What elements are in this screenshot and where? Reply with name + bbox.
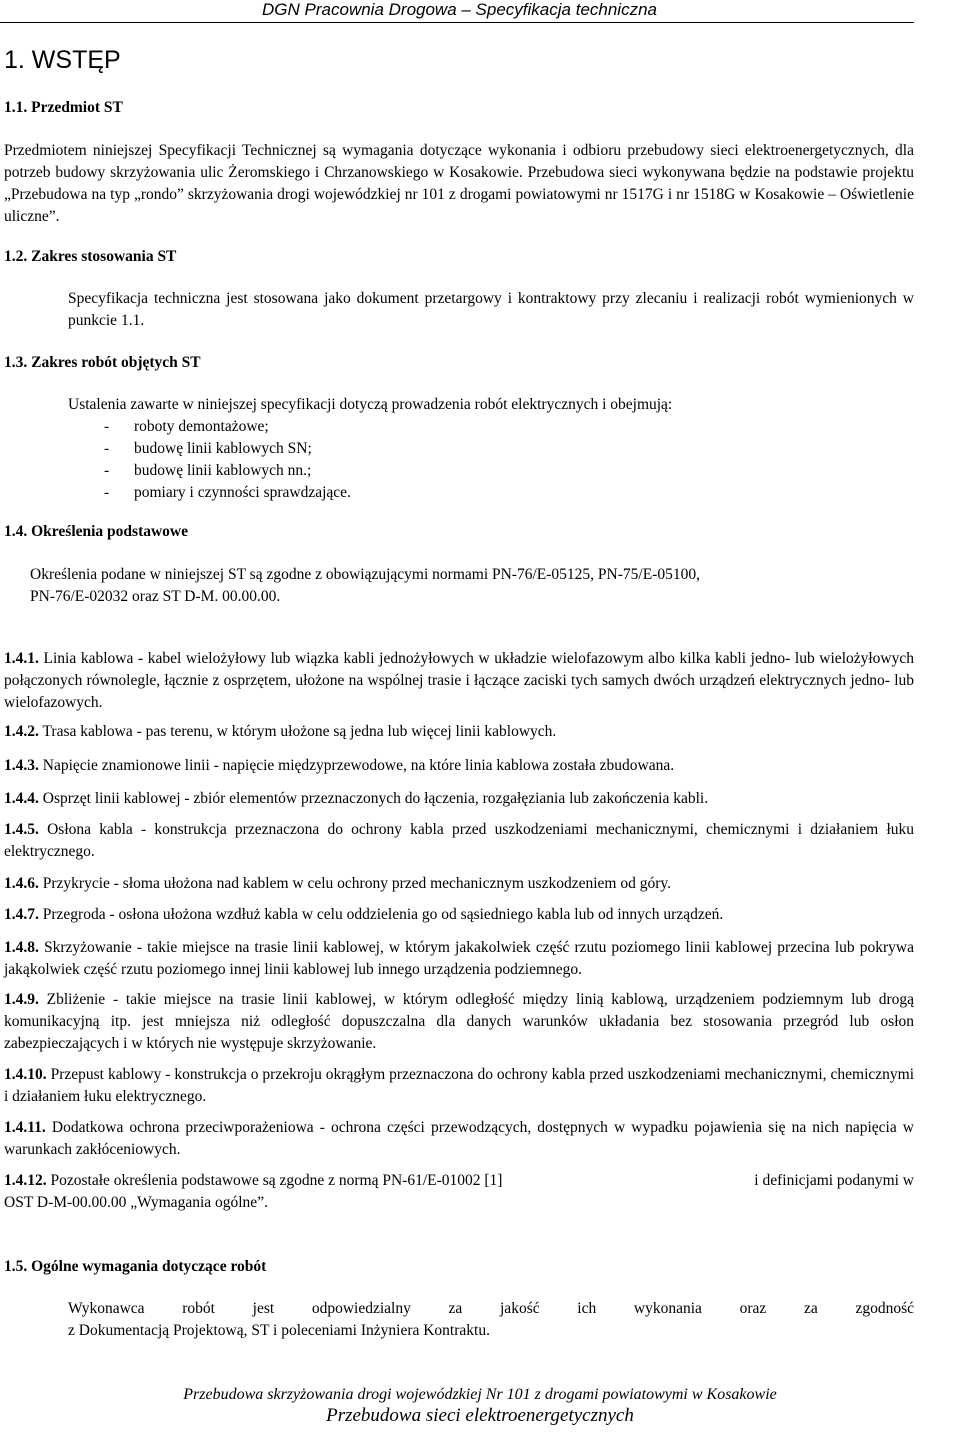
section-1-4-text: Określenia podane w niniejszej ST są zgodne z obowiązującymi normami PN-76/E-05125, PN-75/E-05100, PN-76/E-02032 oraz ST D-M. 00.00.00.	[30, 566, 700, 605]
header-rule	[0, 22, 914, 23]
definition-1-4-8: 1.4.8. Skrzyżowanie - takie miejsce na trasie linii kablowej, w którym jakakolwiek część rzutu poziomego linii kablowej przecina lub pokrywa jakąkolwiek część rzutu poziomego innej linii kablowej lub innego urządzenia podziemnego.	[4, 939, 914, 978]
list-item: - pomiary i czynności sprawdzające.	[104, 484, 351, 501]
definition-1-4-10: 1.4.10. Przepust kablowy - konstrukcja o przekroju okrągłym przeznaczona do ochrony kabla przed uszkodzeniami mechanicznymi, chemicznymi i działaniem łuku elektrycznego.	[4, 1066, 914, 1105]
list-item: - roboty demontażowe;	[104, 418, 269, 435]
section-1-4-title: 1.4. Określenia podstawowe	[4, 523, 189, 540]
definition-1-4-6: 1.4.6. Przykrycie - słoma ułożona nad kablem w celu ochrony przed mechanicznym uszkodzeniem od góry.	[4, 875, 671, 892]
chapter-title: 1. WSTĘP	[4, 46, 121, 74]
definition-1-4-9: 1.4.9. Zbliżenie - takie miejsce na trasie linii kablowej, w którym odległość między linią kablową, urządzeniem podziemnym lub drogą komunikacyjną itp. jest mniejsza niż odległość dopuszczalna dla danych warunków układania bez stosowania przegród lub osłon zabezpieczających i w których nie występuje skrzyżowanie.	[4, 991, 915, 1052]
definition-1-4-7: 1.4.7. Przegroda - osłona ułożona wzdłuż kabla w celu oddzielenia go od sąsiedniego kabla lub od innych urządzeń.	[4, 906, 724, 923]
scope-list	[104, 416, 351, 504]
section-1-3-title: 1.3. Zakres robót objętych ST	[4, 354, 201, 371]
list-item: - budowę linii kablowych nn.;	[104, 462, 312, 479]
definition-1-4-11: 1.4.11. Dodatkowa ochrona przeciwporażeniowa - ochrona części przewodzących, dostępnych w wypadku pojawienia się na nich napięcia w warunkach zakłóceniowych.	[4, 1119, 914, 1158]
page-header	[0, 0, 960, 24]
section-1-3-intro: Ustalenia zawarte w niniejszej specyfikacji dotyczą prowadzenia robót elektrycznych i obejmują:	[68, 396, 673, 413]
section-1-1-text: Przedmiotem niniejszej Specyfikacji Technicznej są wymagania dotyczące wykonania i odbioru przebudowy sieci elektroenergetycznych, dla potrzeb budowy skrzyżowania ulic Żeromskiego i Chrzanowskiego w Kosakowie. Przebudowa sieci wykonywana będzie na podstawie projektu „Przebudowa na typ „rondo” skrzyżowania drogi wojewódzkiej nr 101 z drogami powiatowymi nr 1517G i nr 1518G w Kosakowie – Oświetlenie uliczne”.	[4, 142, 914, 225]
section-1-5-line1: Wykonawca robót jest odpowiedzialny za jakość ich wykonania oraz za zgodność	[68, 1300, 914, 1317]
definition-1-4-1: 1.4.1. Linia kablowa - kabel wielożyłowy lub wiązka kabli jednożyłowych w układzie wielofazowym albo kilka kabli jedno- lub wielożyłowych połączonych równolegle, łącznie z osprzętem, ułożone na wspólnej trasie i łączące zaciski tych samych dwóch urządzeń elektrycznych jedno- lub wielofazowych.	[4, 650, 915, 711]
section-1-5-title: 1.5. Ogólne wymagania dotyczące robót	[4, 1258, 267, 1275]
section-1-2-text: Specyfikacja techniczna jest stosowana jako dokument przetargowy i kontraktowy przy zlecaniu i realizacji robót wymienionych w punkcie 1.1.	[68, 290, 914, 329]
definition-1-4-3: 1.4.3. Napięcie znamionowe linii - napięcie międzyprzewodowe, na które linia kablowa została zbudowana.	[4, 757, 675, 774]
definition-1-4-5: 1.4.5. Osłona kabla - konstrukcja przeznaczona do ochrony kabla przed uszkodzeniami mechanicznymi, chemicznymi i działaniem łuku elektrycznego.	[4, 821, 914, 860]
section-1-1-title: 1.1. Przedmiot ST	[4, 99, 123, 116]
definition-1-4-4: 1.4.4. Osprzęt linii kablowej - zbiór elementów przeznaczonych do łączenia, rozgałęziania lub zakończenia kabli.	[4, 790, 709, 807]
footer-line-1: Przebudowa skrzyżowania drogi wojewódzkiej Nr 101 z drogami powiatowymi w Kosakowie	[183, 1386, 777, 1403]
definition-1-4-12-line1: 1.4.12. Pozostałe określenia podstawowe są zgodne z normą PN-61/E-01002 [1] i definicjami podanymi w	[4, 1172, 914, 1189]
header-title: DGN Pracownia Drogowa – Specyfikacja techniczna	[262, 0, 657, 19]
definition-1-4-12-line2: OST D-M-00.00.00 „Wymagania ogólne”.	[4, 1194, 268, 1211]
list-item: - budowę linii kablowych SN;	[104, 440, 312, 457]
definition-1-4-2: 1.4.2. Trasa kablowa - pas terenu, w którym ułożone są jedna lub więcej linii kablowych.	[4, 723, 557, 740]
footer-line-2: Przebudowa sieci elektroenergetycznych	[326, 1405, 634, 1426]
section-1-5-line2: z Dokumentacją Projektową, ST i poleceniami Inżyniera Kontraktu.	[68, 1322, 490, 1339]
definition-1-4-12	[4, 1170, 914, 1214]
section-1-2-title: 1.2. Zakres stosowania ST	[4, 248, 177, 265]
